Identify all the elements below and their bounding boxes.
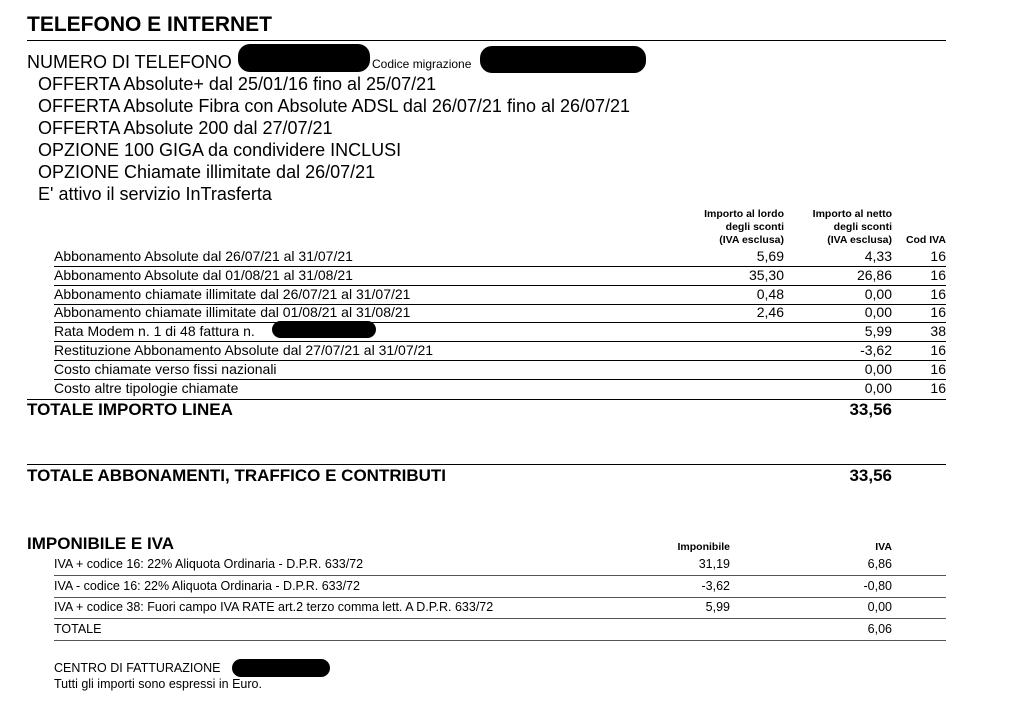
gross-amount-header (660, 208, 784, 247)
offer-line: OFFERTA Absolute Fibra con Absolute ADSL dal 26/07/21 fino al 26/07/21 (38, 96, 631, 116)
redaction-mark (232, 659, 330, 677)
vat-row-description: TOTALE (54, 622, 102, 636)
header-line: (IVA esclusa) (719, 234, 784, 246)
charge-description: Abbonamento chiamate illimitate dal 26/07/21 al 31/07/21 (54, 286, 411, 302)
grand-total-label: TOTALE ABBONAMENTI, TRAFFICO E CONTRIBUTI (27, 466, 446, 485)
billing-center-label: CENTRO DI FATTURAZIONE (54, 661, 221, 675)
header-line: (IVA esclusa) (827, 234, 892, 246)
vat-section-title: IMPONIBILE E IVA (27, 534, 175, 553)
redaction-mark (238, 44, 370, 72)
vat-row-description: IVA - codice 16: 22% Aliquota Ordinaria - D.P.R. 633/72 (54, 579, 360, 593)
offer-line: OFFERTA Absolute 200 dal 27/07/21 (38, 118, 333, 138)
header-line: degli sconti (725, 221, 784, 233)
section-title: TELEFONO E INTERNET (27, 13, 273, 36)
charge-net-amount: 5,99 (864, 323, 892, 339)
line-total-value: 33,56 (849, 400, 892, 419)
charge-description: Rata Modem n. 1 di 48 fattura n. (54, 323, 255, 339)
vat-header: IVA (875, 541, 892, 553)
migration-code-label: Codice migrazione (372, 57, 472, 71)
charge-gross-amount: 2,46 (756, 304, 784, 320)
charge-net-amount: 0,00 (864, 361, 892, 377)
charge-vat-code: 16 (930, 248, 946, 264)
grand-total-value: 33,56 (849, 466, 892, 485)
redaction-mark (480, 46, 646, 73)
vat-row-taxable: 31,19 (698, 557, 730, 571)
charge-description: Abbonamento chiamate illimitate dal 01/08/21 al 31/08/21 (54, 304, 411, 320)
charge-net-amount: 0,00 (864, 380, 892, 396)
charge-description: Abbonamento Absolute dal 01/08/21 al 31/08/21 (54, 267, 353, 283)
vat-row-description: IVA + codice 16: 22% Aliquota Ordinaria - D.P.R. 633/72 (54, 557, 364, 571)
charge-vat-code: 16 (930, 304, 946, 320)
charge-description: Costo altre tipologie chiamate (54, 380, 239, 396)
charge-vat-code: 38 (930, 323, 946, 339)
vat-row-taxable: 5,99 (705, 600, 730, 614)
charge-net-amount: 4,33 (864, 248, 892, 264)
net-amount-header (770, 208, 892, 247)
option-line: OPZIONE 100 GIGA da condividere INCLUSI (38, 140, 402, 160)
header-line: degli sconti (833, 221, 892, 233)
vat-row-vat: 6,06 (867, 622, 892, 636)
vat-row-description: IVA + codice 38: Fuori campo IVA RATE art.2 terzo comma lett. A D.P.R. 633/72 (54, 600, 494, 614)
vat-row-divider (54, 618, 946, 619)
charge-net-amount: -3,62 (860, 342, 892, 358)
charge-vat-code: 16 (930, 267, 946, 283)
vat-code-header: Cod IVA (905, 234, 946, 246)
charge-description: Abbonamento Absolute dal 26/07/21 al 31/07/21 (54, 248, 353, 264)
header-line: Importo al netto (812, 208, 892, 220)
taxable-header: Imponibile (677, 541, 730, 553)
charge-net-amount: 0,00 (864, 304, 892, 320)
redaction-mark (272, 321, 376, 338)
charge-vat-code: 16 (930, 286, 946, 302)
vat-row-vat: 6,86 (867, 557, 892, 571)
charge-net-amount: 26,86 (856, 267, 892, 283)
title-underline (27, 40, 946, 41)
charge-vat-code: 16 (930, 342, 946, 358)
charge-description: Restituzione Abbonamento Absolute dal 27/07/21 al 31/07/21 (54, 342, 434, 358)
charge-gross-amount: 0,48 (756, 286, 784, 302)
option-line: OPZIONE Chiamate illimitate dal 26/07/21 (38, 162, 376, 182)
header-line: Importo al lordo (704, 208, 784, 220)
vat-row-divider (54, 640, 946, 641)
charge-gross-amount: 35,30 (748, 267, 784, 283)
vat-row-vat: 0,00 (867, 600, 892, 614)
charge-vat-code: 16 (930, 361, 946, 377)
charge-gross-amount: 5,69 (756, 248, 784, 264)
line-total-label: TOTALE IMPORTO LINEA (27, 400, 233, 419)
currency-note: Tutti gli importi sono espressi in Euro. (54, 677, 262, 691)
charge-net-amount: 0,00 (864, 286, 892, 302)
vat-row-divider (54, 597, 946, 598)
vat-row-divider (54, 575, 946, 576)
charge-vat-code: 16 (930, 380, 946, 396)
vat-row-taxable: -3,62 (701, 579, 730, 593)
offer-line: OFFERTA Absolute+ dal 25/01/16 fino al 25/07/21 (38, 74, 437, 94)
charge-description: Costo chiamate verso fissi nazionali (54, 361, 277, 377)
grand-total-rule (27, 464, 946, 465)
phone-number-label: NUMERO DI TELEFONO (27, 52, 232, 72)
vat-row-vat: -0,80 (863, 579, 892, 593)
service-line: E' attivo il servizio InTrasferta (38, 184, 272, 204)
